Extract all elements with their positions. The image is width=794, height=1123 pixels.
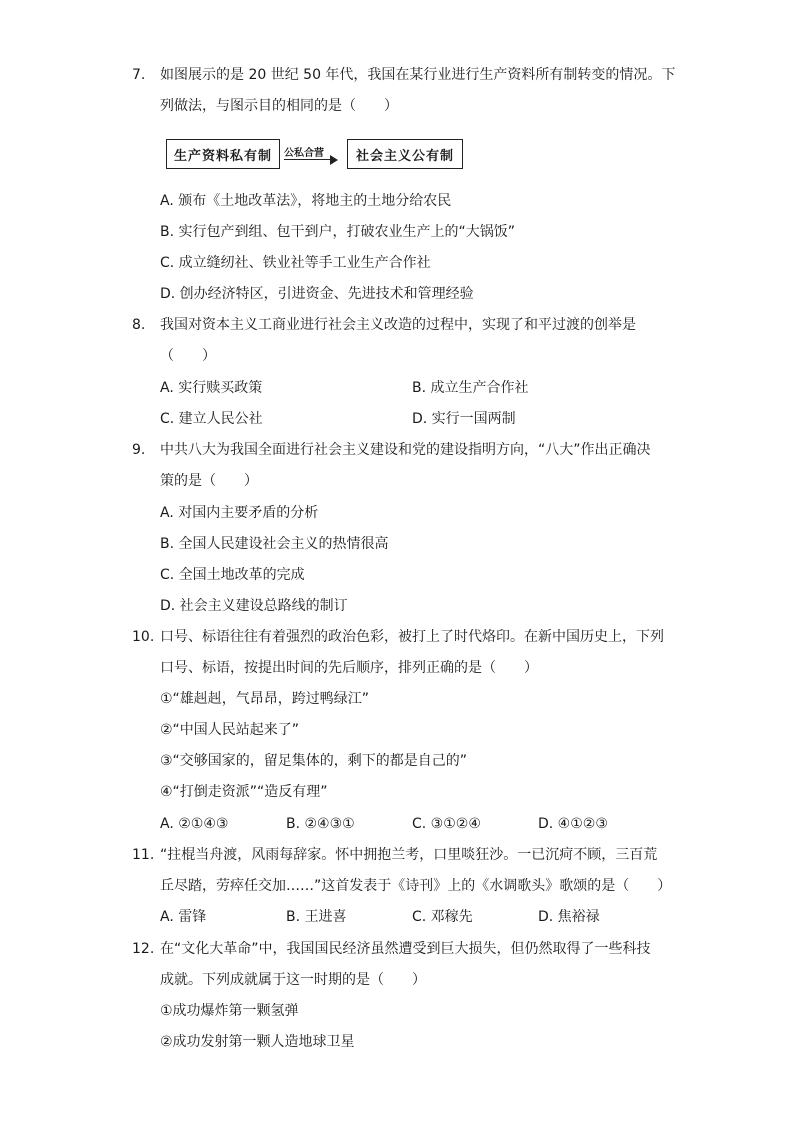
option-b[interactable]: B. ②④③① <box>286 816 355 832</box>
question-stem-line: 如图展示的是 20 世纪 50 年代，我国在某行业进行生产资料所有制转变的情况。下 <box>160 67 676 83</box>
option-b[interactable]: B. 全国人民建设社会主义的热情很高 <box>160 536 389 552</box>
question-stem-line: 在“文化大革命”中，我国国民经济虽然遭受到巨大损失，但仍然取得了一些科技 <box>160 941 651 957</box>
option-c[interactable]: C. ③①②④ <box>412 816 481 832</box>
option-c[interactable]: C. 邓稼先 <box>412 909 473 925</box>
option-c[interactable]: C. 成立缝纫社、铁业社等手工业生产合作社 <box>160 255 431 271</box>
question-stem-line: （ ） <box>160 348 216 364</box>
option-a[interactable]: A. 雷锋 <box>160 909 207 925</box>
question-number: 10. <box>132 629 155 645</box>
option-a[interactable]: A. 实行赎买政策 <box>160 380 263 396</box>
option-c[interactable]: C. 建立人民公社 <box>160 411 263 427</box>
question-number: 9. <box>132 442 146 458</box>
statement-item: ③“交够国家的，留足集体的，剩下的都是自己的” <box>160 753 468 769</box>
question-number: 7. <box>132 67 146 83</box>
question-stem-line: “拄棍当舟渡，风雨每辞家。怀中拥抱兰考，口里啖狂沙。一已沉疴不顾，三百荒 <box>160 847 658 863</box>
statement-item: ④“打倒走资派”“造反有理” <box>160 784 328 800</box>
question-stem-line: 口号、标语往往有着强烈的政治色彩，被打上了时代烙印。在新中国历史上，下列 <box>160 629 664 645</box>
ownership-diagram <box>166 139 466 173</box>
option-c[interactable]: C. 全国土地改革的完成 <box>160 567 305 583</box>
statement-item: ①“雄赳赳，气昂昂，跨过鸭绿江” <box>160 691 370 707</box>
option-d[interactable]: D. 实行一国两制 <box>412 411 516 427</box>
option-b[interactable]: B. 成立生产合作社 <box>412 380 529 396</box>
diagram-arrow-label: 公私合营 <box>284 148 324 159</box>
option-a[interactable]: A. 对国内主要矛盾的分析 <box>160 505 319 521</box>
option-a[interactable]: A. ②①④③ <box>160 816 229 832</box>
question-number: 11. <box>132 847 155 863</box>
option-a[interactable]: A. 颁布《土地改革法》，将地主的土地分给农民 <box>160 193 452 209</box>
question-stem-line: 中共八大为我国全面进行社会主义建设和党的建设指明方向，“八大”作出正确决 <box>160 442 651 458</box>
arrow-right-icon <box>330 155 338 165</box>
question-number: 8. <box>132 317 146 333</box>
option-d[interactable]: D. 焦裕禄 <box>538 909 600 925</box>
question-stem-line: 我国对资本主义工商业进行社会主义改造的过程中，实现了和平过渡的创举是 <box>160 317 636 333</box>
question-stem-line: 策的是（ ） <box>160 473 258 489</box>
diagram-left-box: 生产资料私有制 <box>166 139 280 169</box>
question-stem-line: 成就。下列成就属于这一时期的是（ ） <box>160 972 426 988</box>
option-d[interactable]: D. ④①②③ <box>538 816 608 832</box>
question-stem-line: 列做法，与图示目的相同的是（ ） <box>160 98 398 114</box>
statement-item: ②成功发射第一颗人造地球卫星 <box>160 1034 355 1050</box>
option-d[interactable]: D. 创办经济特区，引进资金、先进技术和管理经验 <box>160 286 474 302</box>
question-stem-line: 丘尽踏，劳瘁任交加……”这首发表于《诗刊》上的《水调歌头》歌颂的是（ ） <box>160 878 672 894</box>
statement-item: ②“中国人民站起来了” <box>160 722 300 738</box>
option-b[interactable]: B. 王进喜 <box>286 909 347 925</box>
diagram-right-box: 社会主义公有制 <box>347 139 463 169</box>
option-b[interactable]: B. 实行包产到组、包干到户，打破农业生产上的“大锅饭” <box>160 224 516 240</box>
diagram-arrow-line <box>284 159 334 160</box>
question-number: 12. <box>132 941 155 957</box>
question-stem-line: 口号、标语，按提出时间的先后顺序，排列正确的是（ ） <box>160 660 538 676</box>
option-d[interactable]: D. 社会主义建设总路线的制订 <box>160 598 348 614</box>
statement-item: ①成功爆炸第一颗氢弹 <box>160 1003 299 1019</box>
